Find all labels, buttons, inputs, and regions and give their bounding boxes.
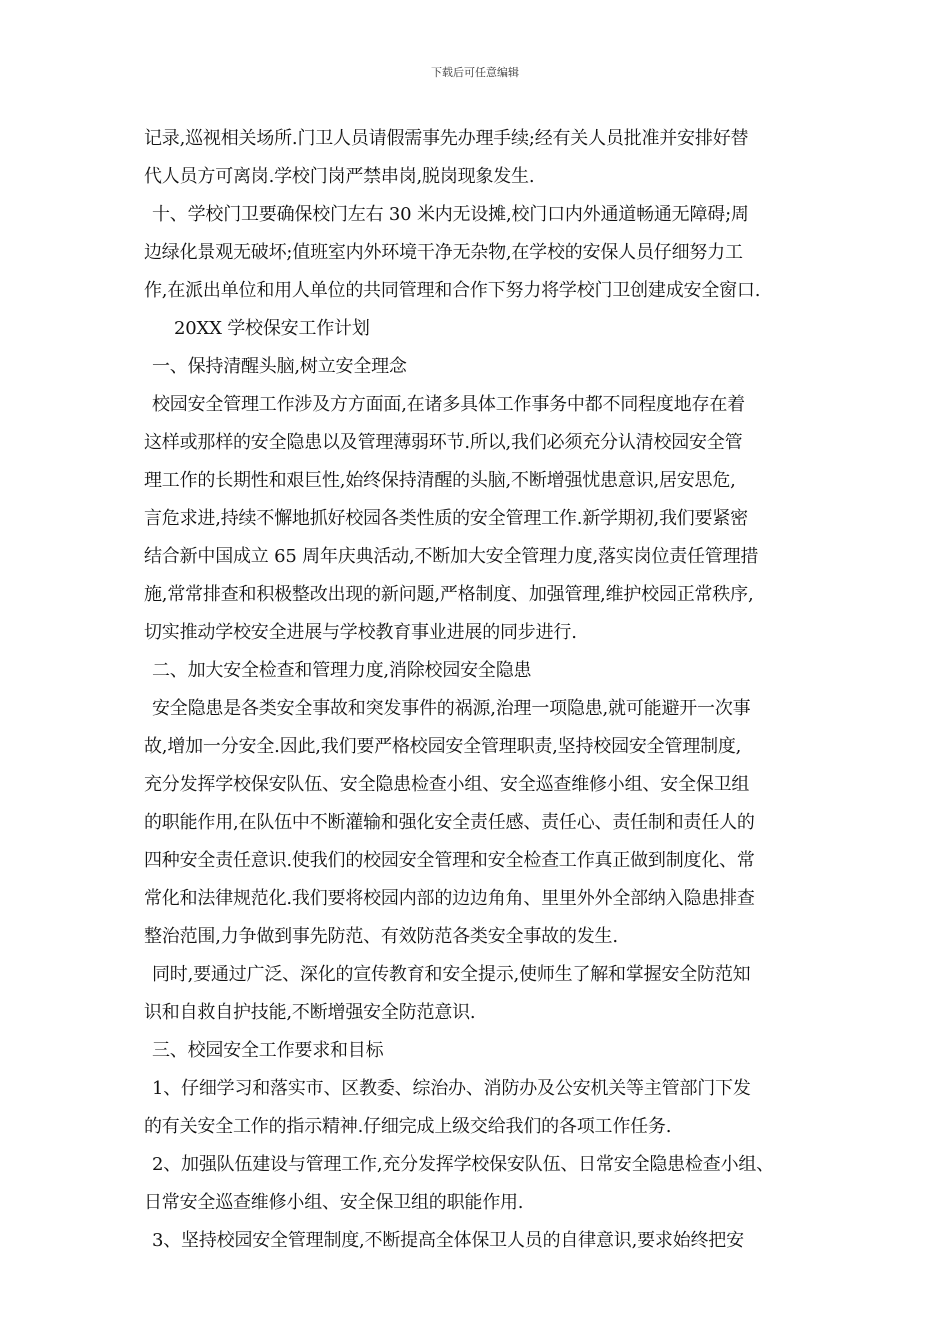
text-line: 十、学校门卫要确保校门左右 30 米内无设摊,校门口内外通道畅通无障碍;周 [152,204,749,225]
text-line: 3、坚持校园安全管理制度,不断提高全体保卫人员的自律意识,要求始终把安 [152,1230,744,1251]
text-line: 言危求进,持续不懈地抓好校园各类性质的安全管理工作.新学期初,我们要紧密 [144,508,748,529]
section-heading: 三、校园安全工作要求和目标 [152,1040,384,1061]
text-line: 常化和法律规范化.我们要将校园内部的边边角角、里里外外全部纳入隐患排查 [144,888,755,909]
text-line: 施,常常排查和积极整改出现的新问题,严格制度、加强管理,维护校园正常秩序, [144,584,754,605]
text-line: 理工作的长期性和艰巨性,始终保持清醒的头脑,不断增强忧患意识,居安思危, [144,470,736,491]
text-line: 充分发挥学校保安队伍、安全隐患检查小组、安全巡查维修小组、安全保卫组 [144,774,750,795]
text-line: 安全隐患是各类安全事故和突发事件的祸源,治理一项隐患,就可能避开一次事 [152,698,751,719]
text-line: 切实推动学校安全进展与学校教育事业进展的同步进行. [144,622,577,643]
section-heading: 20XX 学校保安工作计划 [174,318,370,339]
section-heading: 二、加大安全检查和管理力度,消除校园安全隐患 [152,660,532,681]
text-line: 这样或那样的安全隐患以及管理薄弱环节.所以,我们必须充分认清校园安全管 [144,432,743,453]
text-line: 1、仔细学习和落实市、区教委、综治办、消防办及公安机关等主管部门下发 [152,1078,751,1099]
text-line: 校园安全管理工作涉及方方面面,在诸多具体工作事务中都不同程度地存在着 [152,394,745,415]
text-line: 的职能作用,在队伍中不断灌输和强化安全责任感、责任心、责任制和责任人的 [144,812,755,833]
text-line: 同时,要通过广泛、深化的宣传教育和安全提示,使师生了解和掌握安全防范知 [152,964,751,985]
text-line: 整治范围,力争做到事先防范、有效防范各类安全事故的发生. [144,926,618,947]
section-heading: 一、保持清醒头脑,树立安全理念 [152,356,407,377]
text-line: 记录,巡视相关场所.门卫人员请假需事先办理手续;经有关人员批准并安排好替 [144,128,749,149]
text-line: 的有关安全工作的指示精神.仔细完成上级交给我们的各项工作任务. [144,1116,672,1137]
text-line: 作,在派出单位和用人单位的共同管理和合作下努力将学校门卫创建成安全窗口. [144,280,761,301]
text-line: 四种安全责任意识.使我们的校园安全管理和安全检查工作真正做到制度化、常 [144,850,755,871]
text-line: 结合新中国成立 65 周年庆典活动,不断加大安全管理力度,落实岗位责任管理措 [144,546,759,567]
text-line: 日常安全巡查维修小组、安全保卫组的职能作用. [144,1192,524,1213]
text-line: 2、加强队伍建设与管理工作,充分发挥学校保安队伍、日常安全隐患检查小组、 [152,1154,774,1175]
document-body [144,120,824,1260]
text-line: 边绿化景观无破坏;值班室内外环境干净无杂物,在学校的安保人员仔细努力工 [144,242,743,263]
text-line: 识和自救自护技能,不断增强安全防范意识. [144,1002,476,1023]
text-line: 代人员方可离岗.学校门岗严禁串岗,脱岗现象发生. [144,166,535,187]
page-header: 下载后可任意编辑 [431,66,519,79]
text-line: 故,增加一分安全.因此,我们要严格校园安全管理职责,坚持校园安全管理制度, [144,736,742,757]
